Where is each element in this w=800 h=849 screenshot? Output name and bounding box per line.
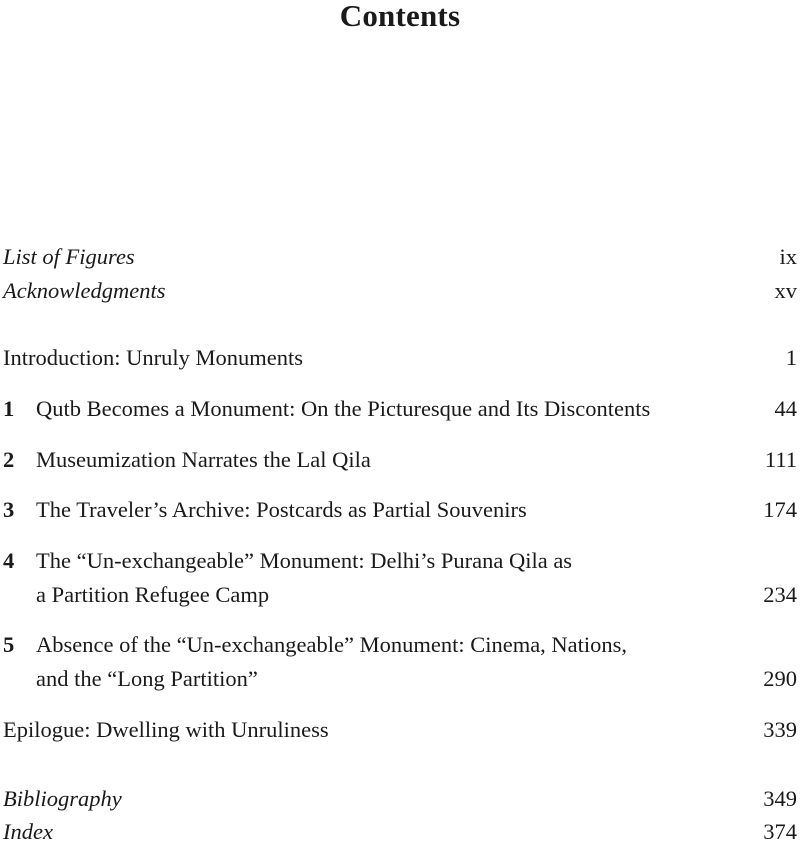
toc-entry-page: ix [779, 244, 797, 269]
chapter-number: 3 [3, 497, 15, 522]
chapter-number: 1 [3, 396, 15, 421]
chapter-number: 5 [3, 632, 15, 657]
toc-entry-page: 339 [763, 717, 797, 742]
toc-entry-title: Epilogue: Dwelling with Unruliness [3, 717, 329, 742]
toc-entry-page: 174 [763, 497, 797, 522]
toc-entry-list-of-figures[interactable] [3, 240, 797, 274]
chapter-number: 2 [3, 447, 15, 472]
toc-entry-title: Qutb Becomes a Monument: On the Picturesque and Its Discontents [36, 396, 651, 421]
toc-entry-introduction[interactable] [3, 341, 797, 375]
toc-entry-title: Acknowledgments [3, 278, 166, 303]
toc-entry-title-line-1: Absence of the “Un-exchangeable” Monument: Cinema, Nations, [36, 632, 628, 657]
toc-entry-title: The Traveler’s Archive: Postcards as Partial Souvenirs [36, 497, 527, 522]
toc-entry-title: Bibliography [3, 786, 122, 811]
toc-entry-chapter-1[interactable] [3, 392, 797, 426]
toc-entry-page: 290 [763, 666, 797, 691]
chapter-number: 4 [3, 548, 15, 573]
toc-entry-page: 349 [763, 786, 797, 811]
toc-entry-page: xv [774, 278, 797, 303]
toc-entry-title-line-1: The “Un-exchangeable” Monument: Delhi’s Purana Qila as [36, 548, 573, 573]
toc-entry-title: Museumization Narrates the Lal Qila [36, 447, 371, 472]
toc-entry-page: 1 [785, 345, 797, 370]
toc-entry-index[interactable] [3, 815, 797, 849]
toc-entry-acknowledgments[interactable] [3, 274, 797, 308]
toc-entry-bibliography[interactable] [3, 782, 797, 816]
toc-entry-epilogue[interactable] [3, 713, 797, 747]
toc-entry-title: Introduction: Unruly Monuments [3, 345, 303, 370]
toc-entry-chapter-4[interactable] [3, 544, 797, 612]
toc-entry-chapter-5[interactable] [3, 628, 797, 696]
page-title: Contents [339, 0, 461, 33]
toc-entry-page: 111 [764, 447, 797, 472]
toc-entry-title-line-2: and the “Long Partition” [36, 666, 258, 691]
toc-entry-chapter-3[interactable] [3, 493, 797, 527]
toc-entry-chapter-2[interactable] [3, 443, 797, 477]
toc-entry-title: List of Figures [3, 244, 135, 269]
toc-entry-page: 374 [763, 819, 797, 844]
toc-entry-title: Index [3, 819, 53, 844]
toc-entry-title-line-2: a Partition Refugee Camp [36, 582, 270, 607]
toc-entry-page: 234 [763, 582, 797, 607]
toc-entry-page: 44 [774, 396, 797, 421]
